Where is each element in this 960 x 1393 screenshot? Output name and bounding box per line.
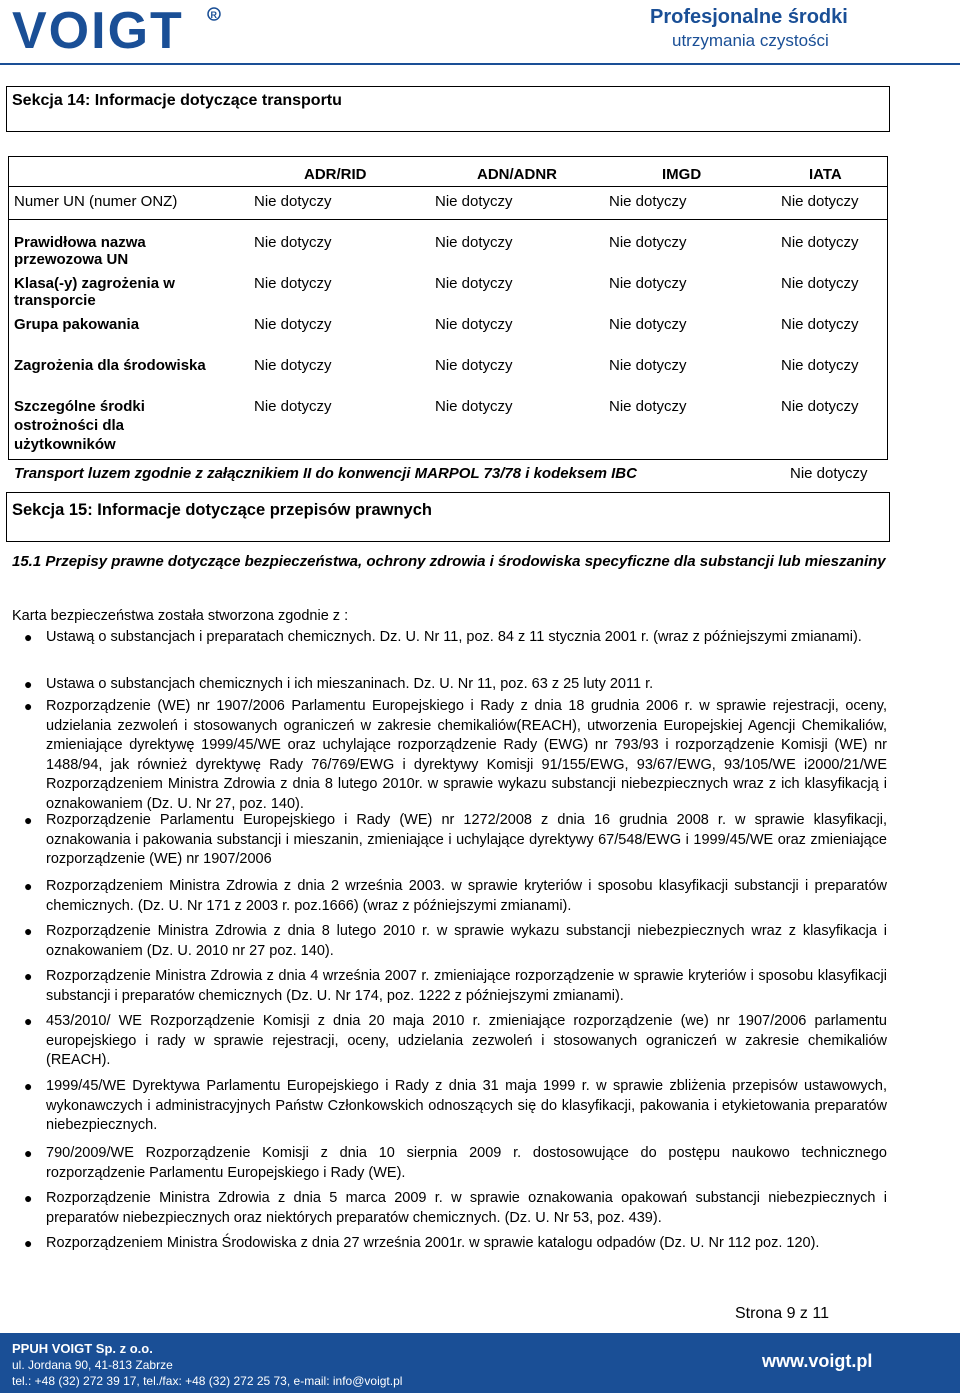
bullet-icon: ● [24, 878, 33, 894]
cell-value: Nie dotyczy [435, 234, 513, 251]
cell-value: Nie dotyczy [781, 398, 859, 415]
list-item: ● Ustawa o substancjach chemicznych i ich mieszaninach. Dz. U. Nr 11, poz. 63 z 25 luty 2011 r. [12, 675, 887, 695]
bullet-icon: ● [24, 1145, 33, 1161]
list-item: ● Rozporządzenie Ministra Zdrowia z dnia 4 września 2007 r. zmieniające rozporządzenie w sprawie kryteriów i sposobu klasyfikacji substancji i preparatów chemicznych (Dz. U. Nr 174, poz. 1222 z późniejszymi zmianami). [24, 968, 887, 1004]
page-number: Strona 9 z 11 [735, 1305, 829, 1322]
row-label-precautions-l3: użytkowników [14, 436, 116, 453]
list-item: ● Ustawą o substancjach i preparatach chemicznych. Dz. U. Nr 11, poz. 84 z 11 stycznia 2001 r. (wraz z późniejszymi zmianami). [12, 628, 887, 648]
cell-value: Nie dotyczy [781, 193, 859, 210]
row-label-shipping-name-l1: Prawidłowa nazwa [14, 234, 146, 251]
row-label-precautions-l1: Szczególne środki [14, 398, 145, 415]
footer-company: PPUH VOIGT Sp. z o.o. [12, 1341, 153, 1356]
bullet-icon: ● [24, 1235, 33, 1251]
cell-value: Nie dotyczy [609, 357, 687, 374]
voigt-logo [12, 2, 224, 60]
footer-contact: tel.: +48 (32) 272 39 17, tel./fax: +48 (32) 272 25 73, e-mail: info@voigt.pl [12, 1374, 403, 1388]
header-divider [0, 63, 960, 65]
cell-value: Nie dotyczy [254, 275, 332, 292]
cell-value: Nie dotyczy [609, 275, 687, 292]
section-15-box [6, 492, 890, 542]
bullet-icon: ● [24, 629, 33, 645]
cell-value: Nie dotyczy [435, 316, 513, 333]
cell-value: Nie dotyczy [435, 398, 513, 415]
section-14-box [6, 86, 890, 132]
list-item: ● 790/2009/WE Rozporządzenie Komisji z dnia 10 sierpnia 2009 r. dostosowujące do postępu naukowo technicznego rozporządzenie Parlamentu Europejskiego i Rady (WE). [24, 1145, 887, 1181]
col-header-adn: ADN/ADNR [477, 166, 557, 183]
cell-value: Nie dotyczy [609, 193, 687, 210]
cell-value: Nie dotyczy [254, 398, 332, 415]
list-item: ● 453/2010/ WE Rozporządzenie Komisji z dnia 20 maja 2010 r. zmieniające rozporządzenie (we) nr 1907/2006 parlamentu europejskiego i rady w sprawie rejestracji, oceny, udzielania zezwoleń i stosowanych ograniczeń w zakresie chemikaliów (REACH). [24, 1013, 887, 1068]
col-header-adr: ADR/RID [304, 166, 367, 183]
bullet-icon: ● [24, 1190, 33, 1206]
bullet-icon: ● [24, 968, 33, 984]
row-label-env-hazards: Zagrożenia dla środowiska [14, 357, 206, 374]
list-item: ● 1999/45/WE Dyrektywa Parlamentu Europejskiego i Rady z dnia 31 maja 1999 r. w sprawie zbliżenia przepisów ustawowych, wykonawczych i administracyjnych Państw Członkowskich odnoszących się do klasyfikacji, pakowania i etykietowania preparatów niebezpiecznych. [24, 1078, 887, 1133]
list-item: ● Rozporządzenie (WE) nr 1907/2006 Parlamentu Europejskiego i Rady z dnia 18 grudnia 2006 r. w sprawie rejestracji, oceny, udzielania zezwoleń i stosowanych ograniczeń w zakresie chemikaliów(REACH), utworzenia Europejskiej Agencji Chemikaliów, zmieniające dyrektywę 1999/45/WE oraz uchylające rozporządzenie Rady (EWG) nr 793/93 i rozporządzenie Komisji (WE) nr 1488/94, jak również dyrektywę Rady 76/769/EWG i dyrektywy Komisji 91/155/EWG, 93/67/EWG, 93/105/WE i2000/21/WE Rozporządzeniem Ministra Zdrowia z dnia 8 lutego 2010r. w sprawie wykazu substancji niebezpiecznych wraz z ich klasyfikacją i oznakowaniem (Dz. U. Nr 27, poz. 140). [24, 698, 887, 812]
cell-value: Nie dotyczy [254, 193, 332, 210]
row-label-un-number: Numer UN (numer ONZ) [14, 193, 178, 210]
logo-wordmark: VOIGT [12, 2, 184, 60]
cell-value: Nie dotyczy [781, 234, 859, 251]
bullet-icon: ● [24, 698, 33, 714]
section-14-title: Sekcja 14: Informacje dotyczące transportu [12, 92, 342, 109]
cell-value: Nie dotyczy [254, 316, 332, 333]
bullet-icon: ● [24, 1013, 33, 1029]
bullet-icon: ● [24, 1078, 33, 1094]
cell-value: Nie dotyczy [781, 275, 859, 292]
cell-value: Nie dotyczy [435, 357, 513, 374]
bullet-icon: ● [24, 812, 33, 828]
section-15-title: Sekcja 15: Informacje dotyczące przepisów prawnych [12, 501, 432, 519]
bullet-icon: ● [24, 676, 33, 692]
list-item: ● Rozporządzenie Parlamentu Europejskiego i Rady (WE) nr 1272/2008 z dnia 16 grudnia 2008 r. w sprawie klasyfikacji, oznakowania i pakowania substancji i mieszanin, zmieniające i uchylające dyrektywy 67/548/EWG i 1999/45/WE oraz zmieniające rozporządzenie (WE) nr 1907/2006 [24, 812, 887, 867]
list-item: ● Rozporządzenie Ministra Zdrowia z dnia 5 marca 2009 r. w sprawie oznakowania opakowań substancji niebezpiecznych i preparatów niebezpiecznych oraz niektórych preparatów chemicznych. (Dz. U. Nr 53, poz. 439). [24, 1190, 887, 1226]
cell-value: Nie dotyczy [435, 193, 513, 210]
cell-value: Nie dotyczy [781, 316, 859, 333]
list-item: ● Rozporządzeniem Ministra Środowiska z dnia 27 września 2001r. w sprawie katalogu odpadów (Dz. U. Nr 112 poz. 120). [12, 1234, 887, 1254]
cell-value: Nie dotyczy [254, 357, 332, 374]
row-label-packing-group: Grupa pakowania [14, 316, 140, 333]
col-header-iata: IATA [809, 166, 842, 183]
header-tagline-1: Profesjonalne środki [650, 6, 848, 28]
cell-value: Nie dotyczy [609, 234, 687, 251]
col-header-imgd: IMGD [662, 166, 702, 183]
marpol-value: Nie dotyczy [790, 465, 868, 482]
table-divider [9, 219, 887, 220]
cell-value: Nie dotyczy [609, 316, 687, 333]
bullet-icon: ● [24, 923, 33, 939]
row-label-precautions-l2: ostrożności dla [14, 417, 125, 434]
section-15-intro: Karta bezpieczeństwa została stworzona zgodnie z : [12, 608, 349, 624]
section-15-subtitle: 15.1 Przepisy prawne dotyczące bezpieczeństwa, ochrony zdrowia i środowiska specyficzne dla substancji lub mieszaniny [12, 553, 886, 570]
table-divider [9, 186, 887, 187]
cell-value: Nie dotyczy [435, 275, 513, 292]
cell-value: Nie dotyczy [254, 234, 332, 251]
row-label-hazard-class-l1: Klasa(-y) zagrożenia w [14, 275, 175, 292]
row-label-shipping-name-l2: przewozowa UN [14, 251, 129, 268]
list-item: ● Rozporządzenie Ministra Zdrowia z dnia 8 lutego 2010 r. w sprawie wykazu substancji niebezpiecznych wraz z klasyfikacja i oznakowaniem (Dz. U. 2010 nr 27 poz. 140). [24, 923, 887, 959]
footer-address: ul. Jordana 90, 41-813 Zabrze [12, 1358, 173, 1372]
cell-value: Nie dotyczy [609, 398, 687, 415]
row-label-hazard-class-l2: transporcie [14, 292, 96, 309]
marpol-label: Transport luzem zgodnie z załącznikiem II do konwencji MARPOL 73/78 i kodeksem IBC [14, 465, 637, 482]
footer-website-link[interactable]: www.voigt.pl [762, 1351, 873, 1371]
list-item: ● Rozporządzeniem Ministra Zdrowia z dnia 2 września 2003. w sprawie kryteriów i sposobu klasyfikacji substancji i preparatów chemicznych. (Dz. U. Nr 171 z 2003 r. poz.1666) (wraz z późniejszymi zmianami). [24, 878, 887, 914]
transport-table [8, 156, 888, 460]
cell-value: Nie dotyczy [781, 357, 859, 374]
svg-text:R: R [210, 10, 217, 20]
header-tagline-2: utrzymania czystości [672, 31, 829, 50]
